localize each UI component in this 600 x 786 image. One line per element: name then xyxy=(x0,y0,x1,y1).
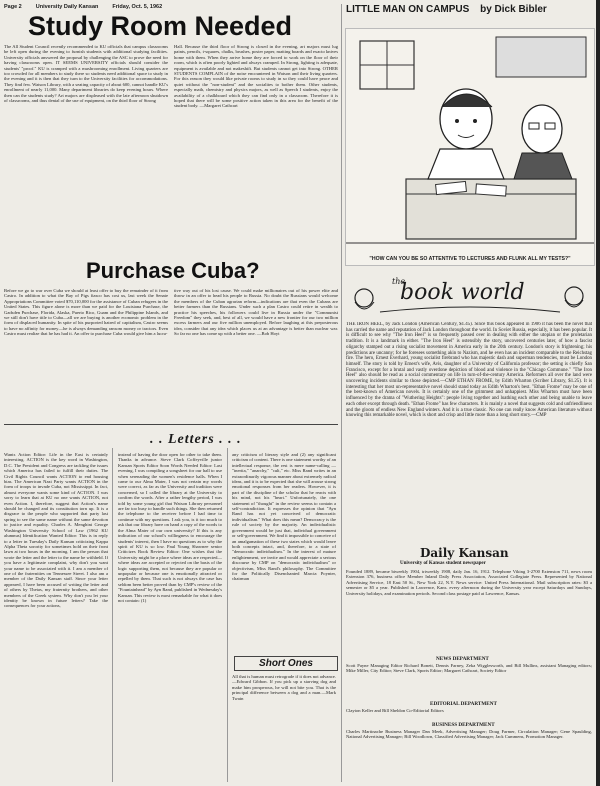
masthead-text: Founded 1889, became biweekly 1904, triweekly 1908, daily Jan. 16, 1912. Telephone Viking 3-2700 Extension 711, news room Extension 376, business office Member Inland Daily Press Association, Associated Collegiate Press. Represented by National Advertising Service, 18 East 50 St., New York 22, N.Y. News service: United Press International. Mail subscription rates: $3 a semester or $5 a year. Published in Lawrence, Kans. every afternoon during the University year except Saturdays and Sundays, University holidays, and examination periods. Second class postage paid at Lawrence, Kansas. xyxy=(346,569,592,596)
column-rule xyxy=(227,448,228,782)
cartoon-illustration xyxy=(345,28,595,266)
masthead-title: Daily Kansan xyxy=(420,546,509,560)
cartoon-title: LITTLE MAN ON CAMPUS by Dick Bibler xyxy=(346,4,547,15)
book-world-title: book world xyxy=(400,280,525,305)
page-edge xyxy=(596,0,600,786)
news-dept-label: NEWS DEPARTMENT xyxy=(436,656,489,662)
biz-dept-label: BUSINESS DEPARTMENT xyxy=(432,722,495,728)
letters-col-3: any criticism of literary style and (2) any significant criticism of content. There is one statement worthy of an intellectual response, the rest is mere name-calling — "inertia," "anarchy," "cult," etc. Miss Rand writes in an extraordinarily vigorous manner about extremely radical ideas, and it is to be expected that she will arouse strong emotional responses from her readers. However, it is part of the discipline of the scholar that he reacts with his mind, not his "heart." Unfortunately, the one statement of "thought" in the review seems to contain a self-contradiction. It expresses the opinion that "Ayn Rand has not yet conceived of democratic individualism." What does this mean? Democracy is the rule of society by the majority. An individualistic government would be just that, individual government or self-government. We find it impossible to conceive of an amalgamation of these two states which would leave both concepts intact, and, therefore, to a state of "democratic individualism." In the interest of mature enlightenment, we invite and would appreciate a serious discourse by CMP on "democratic individualism" or objectivism, Miss Rand's philosophy. The Committee for the Politically Disenchanted Marcia Poynter, chairman xyxy=(232,452,336,582)
letters-divider xyxy=(4,424,338,425)
page-header xyxy=(4,4,334,10)
paper-name: University Daily Kansan xyxy=(35,4,99,10)
issue-date: Friday, Oct. 5, 1962 xyxy=(112,4,163,10)
edit-dept-text: Clayton Keller and Bill Sheldon Co-Editorial Editors xyxy=(346,708,444,713)
letters-col-1: Wants Action Editor: Life in the East is certainly interesting. ACTION is the key word in Washington, D.C. The President and Congress are tackling the issues which America has failed to fulfill their duties. The Civil Rights Council wants ACTION to end housing bias. The American Nazi Party wants ACTION in the form of troops to invade Cuba, not Mississippi. In fact, almost everyone wants some kind of ACTION. I was sorry to learn that at KU no one wants ACTION, not even Action. I, therefore, suggest that Action's name should be changed and its constitution torn up. It is a disgrace to the people who supported that party last spring to see the same name without the same devotion to justice and equality. Charles A. Menghini George Washington University School of Law (1962 KU alumnus) Identification Wanted Editor: This is in reply to a letter in Tuesday's Daily Kansan criticizing Kappa Alpha Theta sorority for sometimes hold on their front lawn at two hours in the morning. I am the person that wrote the letter and the letter to the name be withheld. If you have a legitimate complaint, why don't you want your name to be associated with it. I am a member of one of the fraternities on Tennessee Street. I also am a member of the Daily Kansan staff. Since your letter appeared, I have been accused of writing the letter and of others by Thetas, my fraternity brothers, and other members of the Greek system. Why don't you let your identity be known in future letters? Take the consequences for your actions, xyxy=(4,452,108,609)
column-rule xyxy=(112,448,113,782)
short-ones-text: All that is human must retrograde if it does not advance.—Edward Gibbon. If you pick up a starving dog and make him prosperous, he will not bite you. That is the principal difference between a dog and a man.—Mark Twain xyxy=(232,674,336,701)
short-ones-title: Short Ones xyxy=(234,656,338,671)
cuba-headline: Purchase Cuba? xyxy=(86,258,260,283)
cartoon-caption: "HOW CAN YOU BE SO ATTENTIVE TO LECTURES AND FLUNK ALL MY TESTS?" xyxy=(369,256,571,262)
cuba-col-2: tive way out of his lost cause. We could make millionaires out of his power elite and throw in an offer to head his people to Russia. No doubt the Russians would welcome the members of the Cuban agrarian reform—indications are that even the Cubans are better farmers than the Russians. Under such a plan Castro could retire in wealth to practice his speeches, his followers could live in Russia under the "Communist Freedom" they seek, and, best of all, we would have a new frontier for our two million excess farmers and our five million unemployed. Before laughing at this preposterous idea, consider that any idea which places us at an advantage is better than nuclear war. So far no one has come up with a better one. —Bob Hoyt xyxy=(174,288,338,337)
edit-dept-label: EDITORIAL DEPARTMENT xyxy=(430,701,497,707)
cartoon-drawing xyxy=(346,29,594,255)
biz-dept-text: Charles Martinache Business Manager Dan Meek, Advertising Manager; Doug Farmer, Circulation Manager; Gene Spaulding, National Advertising Manager; Bill Woodlown, Classified Advertising Manager; Jack Cummens, Promotion Manager. xyxy=(346,729,592,740)
book-world-text: THE IRON HEEL, by Jack London (American Century, $1.45). Since this book appeared in 1906 it has been the novel that has carried the name and reputation of Jack London throughout the world. In Soviet Russia, especially, it has been popular. It is difficult to see why "The Iron Heel" is so frequently passed over in dealing with either the utopian or the proletarian tradition. It is a landmark in either. "The Iron Heel" is ostensibly the story, uncovered centuries later, of how a fascist oligarchy stamped out a rising socialist movement in America early in the 20th century. London's story is frightening; his predictions are uncanny; for he foresees something akin to Nazism, and he even has an incident comparable to the Reichstag fire. The hero, Ernest Everhard, young socialist firebrand who has majestic dash and superman tendencies, must be London himself. The story is told by Ernest's wife, Avis, daughter of a University of California professor; the setting is chiefly San Francisco, except for a brutal and vastly overdone depiction of blood and violence in the "Chicago Commune." "The Iron Heel" also should be read as a social commentary on life in turn-of-the-century America. Reformers all over the land were uncovering incidents similar to those depicted.—CMP ETHAN FROME, by Edith Wharton (Scriber Library, $1.25). It is interesting that her most un-representative novel should stand today as Edith Wharton's best. "Ethan Frome" may be one of the best-known of American novels. It is certainly one of the grimmest and unhappiest. Miss Wharton must have been influenced by the drama of "Wuthering Heights": people living together and loathing each other and being unable to leave each other except through death. "Ethan Frome" has few characters. It is mainly a novel that suggests cold and unfriendliness and the gloom of endless New England winters. And it is a true classic. No one can really know American literature without knowing this remarkable novel, which is short and crisp and little more than a long short story.—CMP xyxy=(346,322,592,419)
book-world-the: the xyxy=(392,277,406,286)
page-number: Page 2 xyxy=(4,4,22,10)
letters-col-2: instead of having the door open for other to take them. Thanks in advance. Steve Clark Coffeyville junior Kansan Sports Editor Soon Words Needed Editor: Last evening, I was compiling a songsheet for our hall to use when serenading the women's residence halls. When I came to our Alma Mater, I was not certain my words were correct, as far as the University and tradition were concerned, so I called the library at the University to confirm the words. After a rather lengthy period, I was told by some young girl that Watson Library personnel are far too busy to handle such things. She then returned the telephone to the receiver before I had time to continue with my questions. I ask you, is it too much to ask that our library have on hand a copy of the words to the Alma Mater of our own university? If this is any indication of our school's willingness to encourage the students' interest, then I have no questions as to why the spirit of KU is so low. Paul Young Shawnee senior Criticizes Book Review Editor: One wishes that the University might be a place where ideas are respected—where ideas are accepted or rejected on the basis of the logic supporting them, not because they are popular or unpopular or because one is emotionally attracted or repelled by them. That such is not always the case has seldom been better proved than by CMP's review of the "Fountainhead" by Ayn Rand, published in Wednesday's Kansan. This review is most remarkable for what it does not contain: (1) xyxy=(118,452,222,603)
cuba-col-1: Before we go to war over Cuba we should at least offer to buy the remainder of it from Castro. In addition to what the Bay of Pigs fiasco has cost us, last week the Senate Appropriations Committee voted $70,110,000 for the assistance of Cuban refugees in the United States. This figure alone is more than we paid for the Louisiana Purchase, the Gadsden Purchase, Florida, Alaska, Puerto Rico, Guam and the Philippine Islands, and we still don't have title to Cuba—all we are buying is another economic problem in the form of displaced humanity. In spite of his purported hatred of capitalism, Castro seems to have no affinity for money—he is always demanding ransom money or tractors. Even Castro must realize that he has had it. An offer to purchase Cuba would give him a lucra- xyxy=(4,288,168,337)
letters-headline: . . Letters . . . xyxy=(150,432,242,447)
study-room-col-2: Hall. Because the third floor of Strong is closed in the evening, art majors must lug paints, pencils, t-squares, chalks, brushes, poster paper, matting boards and exacto knives home with them. When they arrive home they are forced to work on the floor of their room, which is often poorly lighted and always cramped. In Strong, lighting is adequate, equipment is available and not makeshift. But students cannot get into Strong. OTHER STUDENTS COMPLAIN of the noise encountered in Watson and their living quarters. For this reason they would like private rooms to study in so they could have peace and quiet without the "non-student" and the socialites to bother them. Other students, especially math, chemistry and physics majors, as well as Speech I students, enjoy the availability of a chalkboard which they can find only in a classroom. Therefore it is hoped that there will be some positive action taken in this area for the benefit of the student body. —Margaret Cathcart xyxy=(174,44,338,109)
news-dept-text: Scott Payne Managing Editor Richard Bonett, Dennis Farney, Zeka Wigglesworth, and Bill Mullins, assistant Managing editors; Mike Miller, City Editor; Steve Clark, Sports Editor; Margaret Cathcart, Society Editor xyxy=(346,663,592,674)
study-room-headline: Study Room Needed xyxy=(28,11,293,41)
masthead-subtitle: University of Kansas student newspaper xyxy=(400,561,486,566)
column-rule xyxy=(341,4,342,782)
study-room-col-1: The All Student Council recently recommended to KU officials that campus classrooms be left open during the evening to furnish students with additional studying facilities. University officials answered the proposal by challenging the ASC to prove the need for having classrooms open. IT SEEMS UNIVERSITY officials should consider the students' "proof." KU is cramped with a mushrooming enrollment. Living quarters are too crowded for all members to study there so students need additional space to study in the evening and it is then that they turn to the University facilities for accommodations. They find few. Watson Library, with a seating capacity of about 600, cannot handle KU's enrollment of nearly 11,000. Many department libraries do keep evening hours. Where then can the students study? Art majors are displeased with the late afternoon shutdown of classrooms, and thus denial of the use of equipment, on the third floor of Strong xyxy=(4,44,168,104)
